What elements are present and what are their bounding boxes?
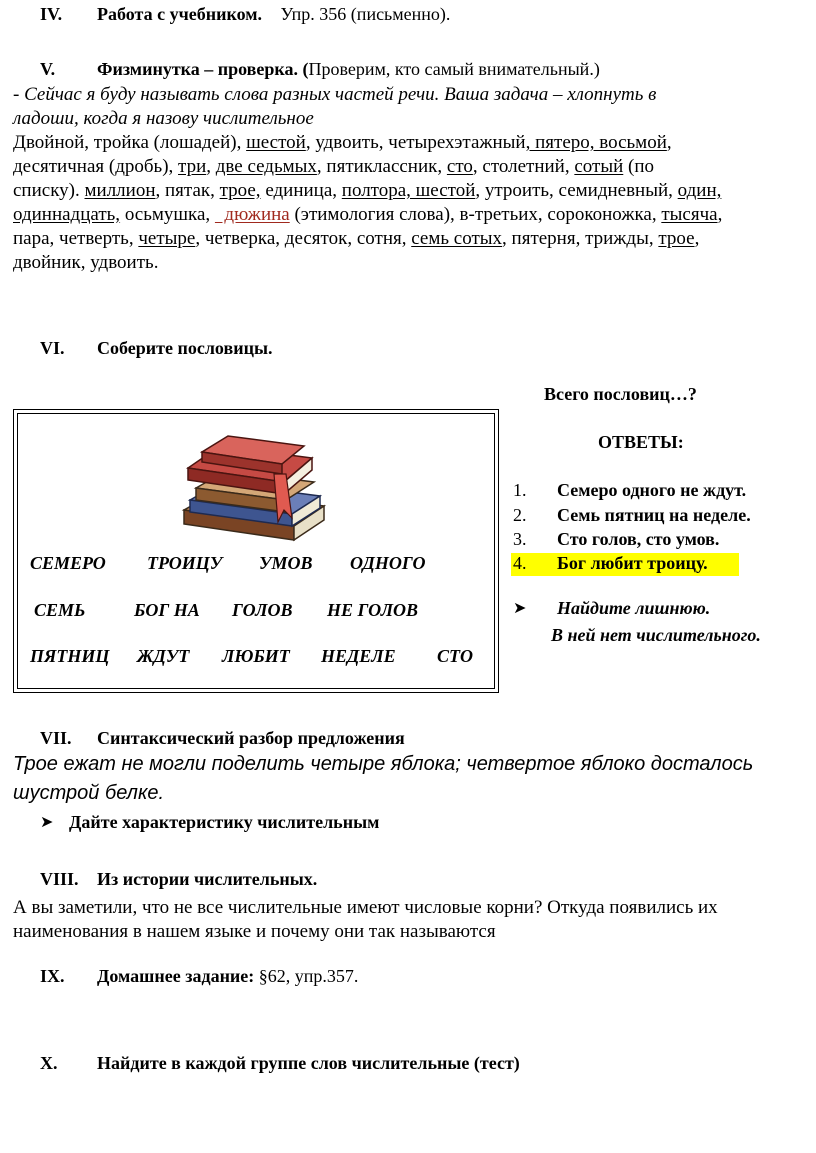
numeral-word: тысяча: [661, 204, 718, 225]
word-text: , утроить, семидневный,: [475, 180, 678, 201]
word-text: , столетний,: [472, 156, 575, 177]
word-list-line: [13, 155, 722, 179]
word-text: ,: [694, 228, 700, 249]
answer-text: Бог любит троицу.: [557, 553, 708, 573]
box-word: ГОЛОВ: [232, 600, 293, 620]
box-word: ТРОИЦУ: [147, 553, 223, 573]
numeral-word: одиннадцать,: [13, 204, 121, 225]
numeral-word: шестой: [246, 132, 306, 153]
section-viii-text-1: А вы заметили, что не все числительные имеют числовые корни? Откуда появились их: [13, 897, 718, 918]
word-text: , пятак,: [155, 180, 220, 201]
section-vii-number: VII.: [40, 728, 72, 748]
numeral-word: полтора, шестой: [341, 180, 476, 201]
word-text: (по: [623, 156, 655, 177]
answer-number: 4.: [513, 553, 527, 573]
section-iv-heading: [97, 4, 450, 25]
answer-text: Сто голов, сто умов.: [557, 529, 720, 549]
word-list-line: [13, 131, 722, 155]
section-v-title: Физминутка – проверка. (: [97, 59, 309, 79]
section-v-instruction-2: ладоши, когда я назову числительное: [13, 108, 314, 129]
section-iv-number: IV.: [40, 4, 63, 24]
word-text: осьмушка,: [120, 204, 215, 225]
word-text: ,: [206, 156, 216, 177]
numeral-word: дюжина: [214, 204, 290, 225]
box-word: УМОВ: [259, 553, 313, 573]
no-numeral-text: В ней нет числительного.: [551, 625, 761, 645]
section-v-instruction-1: - Сейчас я буду называть слова разных частей речи. Ваша задача – хлопнуть в: [13, 84, 657, 105]
section-v-word-list: [13, 131, 722, 275]
section-v-heading: [97, 59, 600, 80]
numeral-word: , пятеро, восьмой: [525, 132, 667, 153]
arrow-bullet-icon: ➤: [40, 814, 54, 831]
section-viii-text-2: наименования в нашем языке и почему они так называются: [13, 921, 496, 942]
section-viii-title: Из истории числительных.: [97, 869, 318, 889]
find-extra-text: Найдите лишнюю.: [557, 598, 711, 618]
word-text: , удвоить, четырехэтажный: [305, 132, 526, 153]
numeral-word: сотый: [574, 156, 624, 177]
sentence-line-2: шустрой белке.: [13, 782, 165, 804]
word-text: десятичная (дробь),: [13, 156, 179, 177]
section-vi-title: Соберите пословицы.: [97, 338, 273, 358]
section-v-number: V.: [40, 59, 56, 79]
numeral-word: три: [178, 156, 207, 177]
section-ix-title: Домашнее задание:: [97, 966, 255, 986]
numeral-word: четыре: [138, 228, 196, 249]
books-icon: [174, 430, 334, 550]
box-word: НЕДЕЛЕ: [321, 646, 396, 666]
answers-title: ОТВЕТЫ:: [598, 432, 684, 452]
proverb-word-box: [13, 409, 499, 693]
word-list-line: [13, 251, 722, 275]
section-iv-text: Упр. 356 (письменно).: [280, 4, 451, 24]
box-word: ЖДУТ: [137, 646, 190, 666]
numeral-word: сто: [446, 156, 473, 177]
section-x-title: Найдите в каждой группе слов числительные (тест): [97, 1053, 520, 1073]
word-text: двойник, удвоить.: [13, 252, 159, 273]
answer-number: 3.: [513, 529, 527, 549]
box-word: БОГ НА: [134, 600, 200, 620]
section-v-title-rest: Проверим, кто самый внимательный.): [308, 59, 600, 79]
box-word: СТО: [437, 646, 473, 666]
box-word: СЕМЕРО: [30, 553, 106, 573]
word-text: , пятерня, трижды,: [502, 228, 659, 249]
word-text: ,: [666, 132, 672, 153]
word-text: единица,: [260, 180, 342, 201]
section-vii-task: Дайте характеристику числительным: [69, 812, 380, 832]
box-word: НЕ ГОЛОВ: [327, 600, 419, 620]
numeral-word: один,: [677, 180, 722, 201]
section-viii-number: VIII.: [40, 869, 79, 889]
answer-text: Семеро одного не ждут.: [557, 480, 747, 500]
word-list-line: [13, 227, 722, 251]
section-ix-text: §62, упр.357.: [258, 966, 359, 986]
box-word: ЛЮБИТ: [222, 646, 290, 666]
numeral-word: трое: [658, 228, 695, 249]
box-word: СЕМЬ: [34, 600, 86, 620]
numeral-word: миллион: [84, 180, 156, 201]
word-text: списку).: [13, 180, 85, 201]
section-iv-title: Работа с учебником.: [97, 4, 263, 24]
numeral-word: две седьмых: [215, 156, 317, 177]
box-word: ОДНОГО: [350, 553, 426, 573]
word-list-line: [13, 179, 722, 203]
section-x-number: X.: [40, 1053, 58, 1073]
word-text: , четверка, десяток, сотня,: [195, 228, 412, 249]
numeral-word: трое,: [219, 180, 261, 201]
word-text: (этимология слова), в-третьих, сороконожка,: [289, 204, 662, 225]
word-list-line: [13, 203, 722, 227]
section-vii-title: Синтаксический разбор предложения: [97, 728, 405, 748]
answer-text: Семь пятниц на неделе.: [557, 505, 751, 525]
section-ix-heading: [97, 966, 358, 987]
word-text: пара, четверть,: [13, 228, 139, 249]
word-text: , пятиклассник,: [316, 156, 447, 177]
arrow-bullet-icon: ➤: [513, 600, 527, 617]
section-vi-number: VI.: [40, 338, 65, 358]
proverbs-total-question: Всего пословиц…?: [544, 384, 697, 404]
box-word: ПЯТНИЦ: [30, 646, 110, 666]
answer-number: 1.: [513, 480, 527, 500]
numeral-word: семь сотых: [411, 228, 503, 249]
sentence-line-1: Трое ежат не могли поделить четыре яблока; четвертое яблоко досталось: [13, 753, 754, 775]
section-ix-number: IX.: [40, 966, 65, 986]
word-text: Двойной, тройка (лошадей),: [13, 132, 247, 153]
answer-number: 2.: [513, 505, 527, 525]
word-text: ,: [717, 204, 723, 225]
